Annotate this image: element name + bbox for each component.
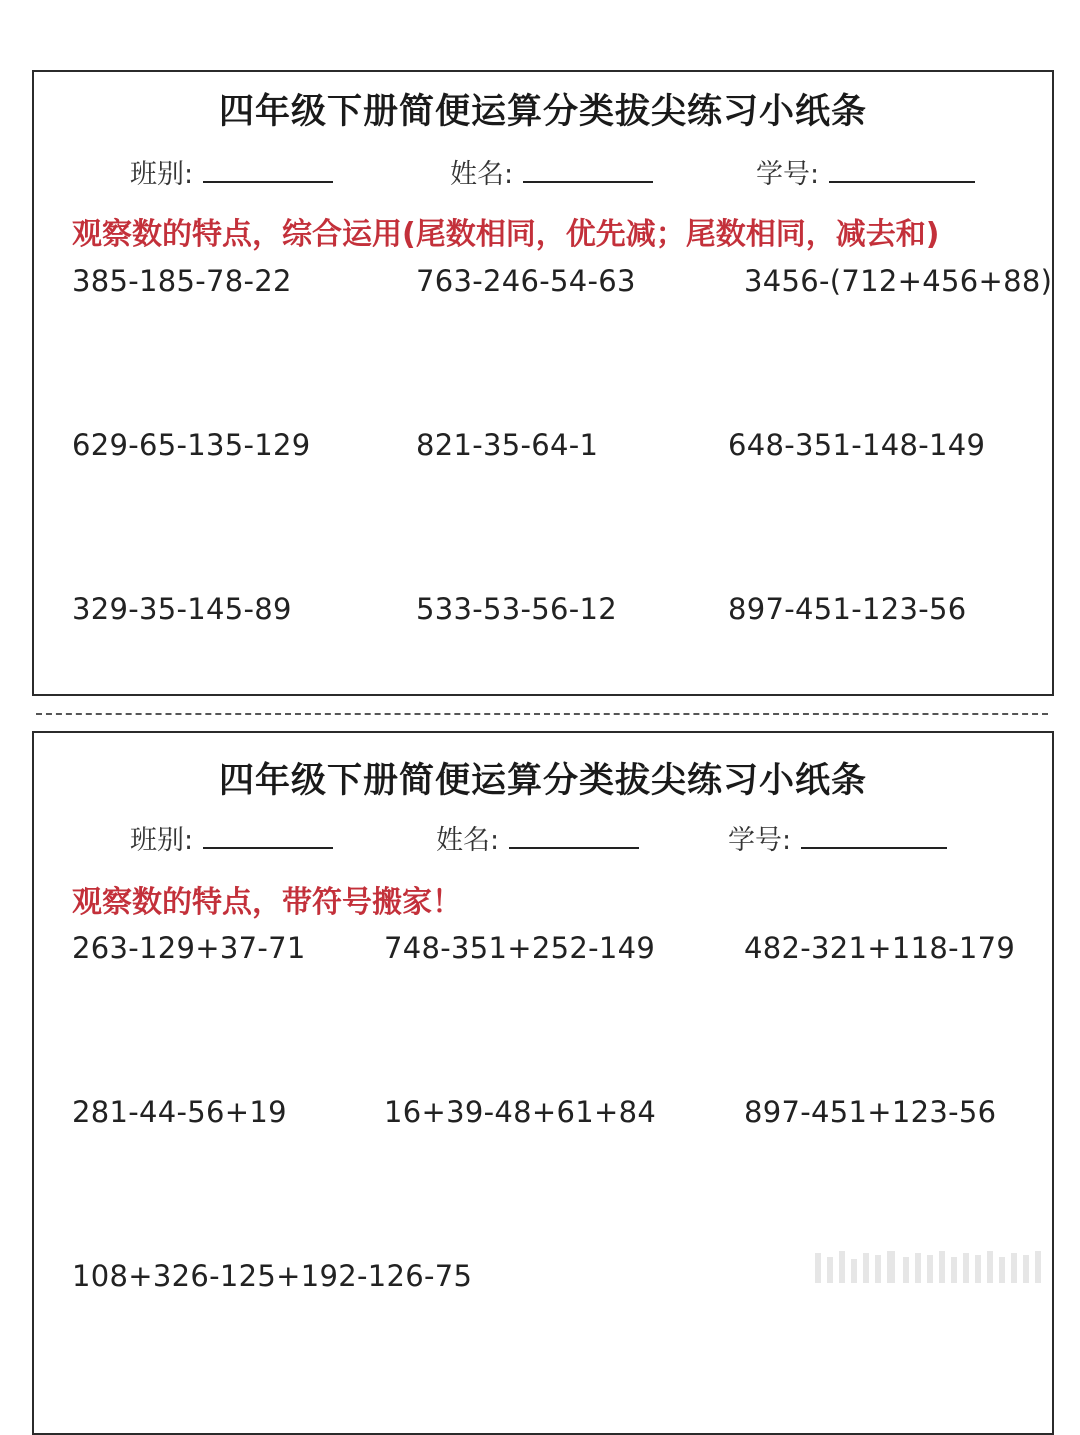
class-label: 班别: <box>130 825 194 856</box>
class-blank[interactable] <box>203 825 333 849</box>
problem-item: 821-35-64-1 <box>416 428 599 462</box>
problem-item: 108+326-125+192-126-75 <box>72 1259 473 1293</box>
problem-item: 385-185-78-22 <box>72 264 292 298</box>
problem-item: 897-451-123-56 <box>728 592 967 626</box>
hint-text: 观察数的特点，带符号搬家！ <box>72 885 462 920</box>
name-label: 姓名: <box>436 825 500 856</box>
number-field <box>756 152 975 191</box>
cut-line <box>36 713 1048 715</box>
problem-item: 263-129+37-71 <box>72 931 306 965</box>
name-blank[interactable] <box>523 159 653 183</box>
problem-item: 763-246-54-63 <box>416 264 636 298</box>
problem-item: 329-35-145-89 <box>72 592 292 626</box>
number-blank[interactable] <box>801 825 947 849</box>
worksheet-title: 四年级下册简便运算分类拔尖练习小纸条 <box>218 761 867 801</box>
problem-item: 748-351+252-149 <box>384 931 656 965</box>
class-label: 班别: <box>130 159 194 190</box>
name-field <box>436 818 639 857</box>
class-field <box>130 818 333 857</box>
name-label: 姓名: <box>450 159 514 190</box>
class-blank[interactable] <box>203 159 333 183</box>
number-label: 学号: <box>728 825 792 856</box>
problem-item: 533-53-56-12 <box>416 592 618 626</box>
problem-item: 281-44-56+19 <box>72 1095 287 1129</box>
number-label: 学号: <box>756 159 820 190</box>
hint-text: 观察数的特点，综合运用(尾数相同，优先减；尾数相同，减去和) <box>72 217 940 252</box>
problem-item: 482-321+118-179 <box>744 931 1016 965</box>
problem-item: 16+39-48+61+84 <box>384 1095 657 1129</box>
watermark-icon <box>815 1243 1055 1293</box>
name-field <box>450 152 653 191</box>
worksheet-card-2 <box>32 731 1054 1435</box>
worksheet-card-1 <box>32 70 1054 696</box>
name-blank[interactable] <box>509 825 639 849</box>
number-blank[interactable] <box>829 159 975 183</box>
problem-item: 648-351-148-149 <box>728 428 986 462</box>
problem-item: 897-451+123-56 <box>744 1095 997 1129</box>
problem-item: 3456-(712+456+88) <box>744 264 1053 298</box>
number-field <box>728 818 947 857</box>
problem-item: 629-65-135-129 <box>72 428 311 462</box>
class-field <box>130 152 333 191</box>
worksheet-title: 四年级下册简便运算分类拔尖练习小纸条 <box>218 92 867 132</box>
